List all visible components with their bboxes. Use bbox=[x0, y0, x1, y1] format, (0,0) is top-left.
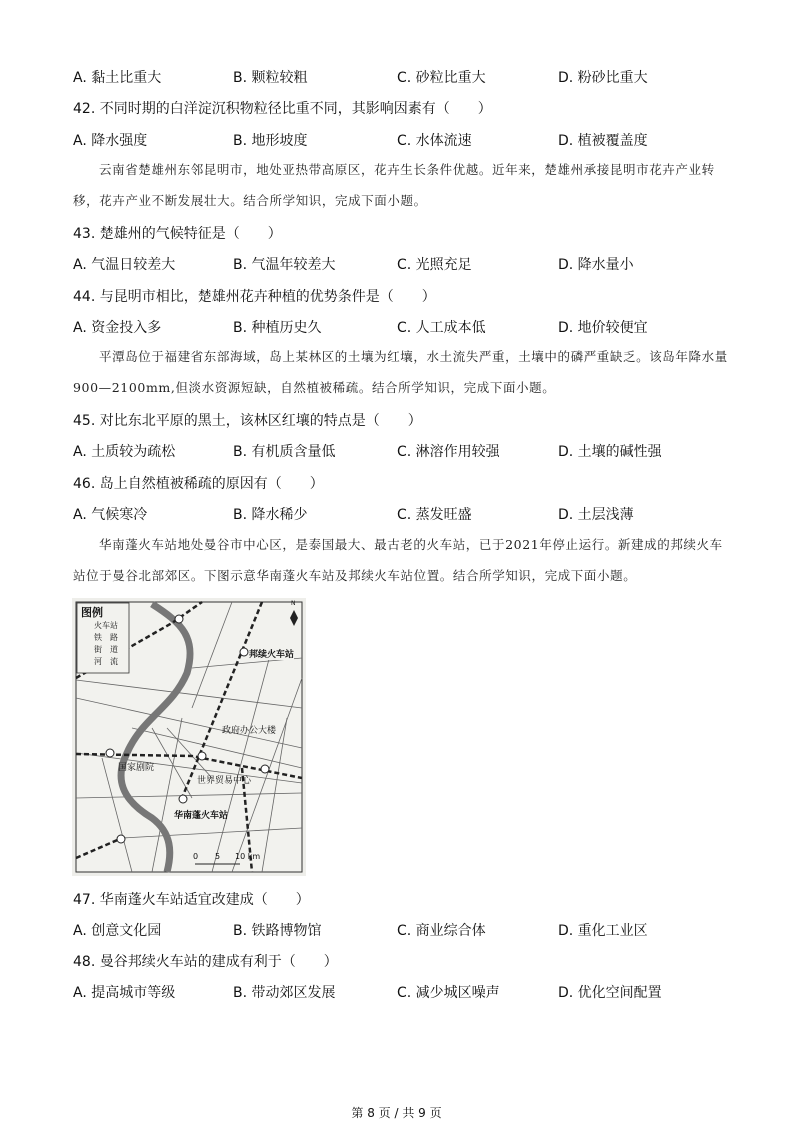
passage-chuxiong: 云南省楚雄州东邻昆明市，地处亚热带高原区，花卉生长条件优越。近年来，楚雄州承接昆明市花卉产业转移，花卉产业不断发展壮大。结合所学知识，完成下面小题。 bbox=[73, 162, 715, 208]
option-c: C. 减少城区噪声 bbox=[397, 985, 500, 1001]
option-a: A. 资金投入多 bbox=[73, 320, 162, 336]
passage-bangkok: 华南蓬火车站地处曼谷市中心区，是泰国最大、最古老的火车站，已于2021年停止运行。新建成的邦续火车站位于曼谷北部郊区。下图示意华南蓬火车站及邦续火车站位置。结合所学知识，完成下面小题。 bbox=[73, 537, 723, 583]
page-number: 第 8 页 / 共 9 页 bbox=[351, 1106, 442, 1120]
legend-title: 图例 bbox=[81, 606, 103, 619]
option-b: B. 气温年较差大 bbox=[233, 257, 336, 273]
option-b: B. 颗粒较粗 bbox=[233, 70, 308, 86]
label-world-trade-center: 世界贸易中心 bbox=[197, 776, 252, 786]
option-c: C. 水体流速 bbox=[397, 133, 472, 149]
north-arrow-icon: N bbox=[291, 600, 296, 607]
label-bangsue-station: 邦续火车站 bbox=[249, 647, 294, 660]
option-c: C. 商业综合体 bbox=[397, 923, 486, 939]
legend-river: 河 流 bbox=[94, 657, 118, 666]
legend-station: 火车站 bbox=[94, 621, 118, 630]
question-42: 42. 不同时期的白洋淀沉积物粒径比重不同，其影响因素有（ ） bbox=[73, 101, 492, 117]
label-national-theatre: 国家剧院 bbox=[118, 763, 155, 773]
scale-5: 5 bbox=[215, 852, 221, 861]
question-43: 43. 楚雄州的气候特征是（ ） bbox=[73, 226, 282, 242]
option-b: B. 降水稀少 bbox=[233, 507, 308, 523]
option-c: C. 淋溶作用较强 bbox=[397, 444, 500, 460]
legend-railway: 铁 路 bbox=[94, 633, 118, 642]
option-a: A. 降水强度 bbox=[73, 133, 148, 149]
question-47: 47. 华南蓬火车站适宜改建成（ ） bbox=[73, 892, 310, 908]
option-a: A. 黏土比重大 bbox=[73, 70, 162, 86]
option-d: D. 优化空间配置 bbox=[558, 985, 662, 1001]
option-d: D. 土层浅薄 bbox=[558, 507, 634, 523]
option-a: A. 气候寒冷 bbox=[73, 507, 148, 523]
option-d: D. 粉砂比重大 bbox=[558, 70, 648, 86]
option-a: A. 提高城市等级 bbox=[73, 985, 176, 1001]
option-d: D. 土壤的碱性强 bbox=[558, 444, 662, 460]
option-a: A. 气温日较差大 bbox=[73, 257, 176, 273]
label-government-building: 政府办公大楼 bbox=[222, 726, 277, 736]
option-d: D. 重化工业区 bbox=[558, 923, 648, 939]
option-b: B. 有机质含量低 bbox=[233, 444, 336, 460]
option-c: C. 砂粒比重大 bbox=[397, 70, 486, 86]
option-c: C. 人工成本低 bbox=[397, 320, 486, 336]
scale-0: 0 bbox=[193, 852, 199, 861]
option-b: B. 带动郊区发展 bbox=[233, 985, 336, 1001]
option-d: D. 植被覆盖度 bbox=[558, 133, 648, 149]
option-d: D. 地价较便宜 bbox=[558, 320, 648, 336]
option-b: B. 铁路博物馆 bbox=[233, 923, 322, 939]
question-46: 46. 岛上自然植被稀疏的原因有（ ） bbox=[73, 476, 324, 492]
option-b: B. 地形坡度 bbox=[233, 133, 308, 149]
option-a: A. 创意文化园 bbox=[73, 923, 162, 939]
question-44: 44. 与昆明市相比，楚雄州花卉种植的优势条件是（ ） bbox=[73, 289, 436, 305]
label-hualamphong-station: 华南蓬火车站 bbox=[174, 811, 229, 821]
option-d: D. 降水量小 bbox=[558, 257, 634, 273]
legend-street: 街 道 bbox=[94, 645, 118, 654]
bangkok-station-map bbox=[72, 598, 306, 876]
scale-10km: 10 km bbox=[235, 852, 261, 861]
option-c: C. 光照充足 bbox=[397, 257, 472, 273]
option-b: B. 种植历史久 bbox=[233, 320, 322, 336]
option-c: C. 蒸发旺盛 bbox=[397, 507, 472, 523]
question-48: 48. 曼谷邦续火车站的建成有利于（ ） bbox=[73, 954, 338, 970]
question-45: 45. 对比东北平原的黑土，该林区红壤的特点是（ ） bbox=[73, 413, 422, 429]
passage-pingtan: 平潭岛位于福建省东部海域，岛上某林区的土壤为红壤，水土流失严重，土壤中的磷严重缺乏。该岛年降水量900—2100mm,但淡水资源短缺，自然植被稀疏。结合所学知识，完成下面小题。 bbox=[73, 349, 728, 395]
option-a: A. 土质较为疏松 bbox=[73, 444, 176, 460]
